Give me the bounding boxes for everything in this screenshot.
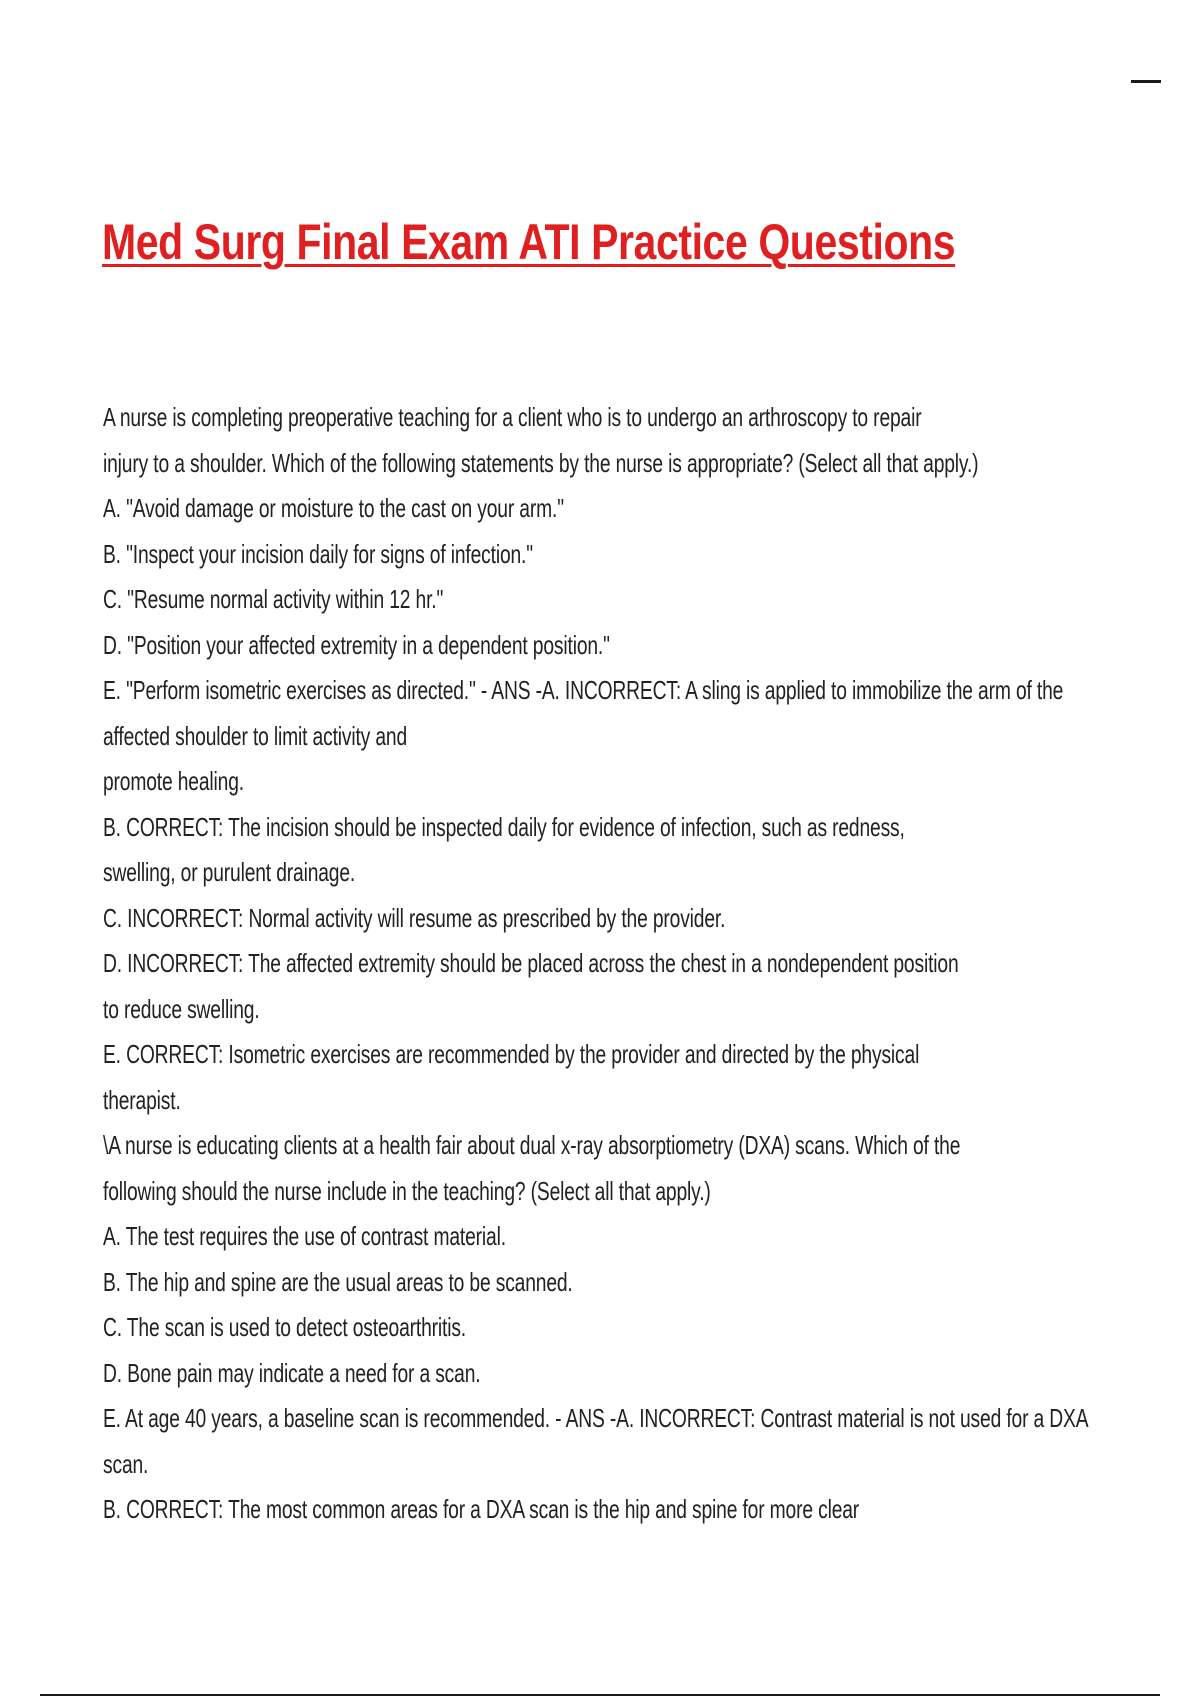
text-line: scan. <box>103 1448 149 1479</box>
text-line: C. "Resume normal activity within 12 hr." <box>103 584 444 614</box>
text-line: A nurse is completing preoperative teaching for a client who is to undergo an arthroscopy to repair <box>103 402 922 432</box>
text-line: to reduce swelling. <box>103 993 260 1024</box>
text-line: affected shoulder to limit activity and <box>103 720 408 751</box>
text-line: E. CORRECT: Isometric exercises are recommended by the provider and directed by the physical <box>103 1039 920 1069</box>
text-line: \A nurse is educating clients at a health fair about dual x-ray absorptiometry (DXA) scans. Which of the <box>103 1130 961 1160</box>
text-line: D. Bone pain may indicate a need for a scan. <box>103 1357 481 1388</box>
text-line: A. The test requires the use of contrast material. <box>103 1221 506 1251</box>
text-line: therapist. <box>103 1084 181 1115</box>
text-line: C. INCORRECT: Normal activity will resume as prescribed by the provider. <box>103 902 726 933</box>
text-line: A. "Avoid damage or moisture to the cast on your arm." <box>103 493 564 523</box>
document-title: Med Surg Final Exam ATI Practice Questions <box>102 214 956 270</box>
text-line: B. "Inspect your incision daily for signs of infection." <box>103 538 533 569</box>
document-body <box>103 395 1103 1533</box>
text-line: B. CORRECT: The most common areas for a DXA scan is the hip and spine for more clear <box>103 1494 860 1524</box>
text-line: D. "Position your affected extremity in a dependent position." <box>103 629 610 660</box>
text-line: promote healing. <box>103 766 244 796</box>
text-line: following should the nurse include in the teaching? (Select all that apply.) <box>103 1175 711 1206</box>
top-dash-mark <box>1131 80 1161 83</box>
text-line: swelling, or purulent drainage. <box>103 857 356 887</box>
text-line: E. "Perform isometric exercises as directed." - ANS -A. INCORRECT: A sling is applied to immobilize the arm of the <box>103 675 1064 705</box>
text-line: B. The hip and spine are the usual areas to be scanned. <box>103 1266 573 1297</box>
text-line: E. At age 40 years, a baseline scan is recommended. - ANS -A. INCORRECT: Contrast material is not used for a DXA <box>103 1403 1089 1433</box>
text-line: injury to a shoulder. Which of the following statements by the nurse is appropriate? (Select all that apply.) <box>103 447 979 478</box>
bottom-rule <box>40 1694 1160 1696</box>
text-line: C. The scan is used to detect osteoarthritis. <box>103 1312 467 1342</box>
text-line: D. INCORRECT: The affected extremity should be placed across the chest in a nondependent position <box>103 948 959 978</box>
text-line: B. CORRECT: The incision should be inspected daily for evidence of infection, such as redness, <box>103 811 905 842</box>
